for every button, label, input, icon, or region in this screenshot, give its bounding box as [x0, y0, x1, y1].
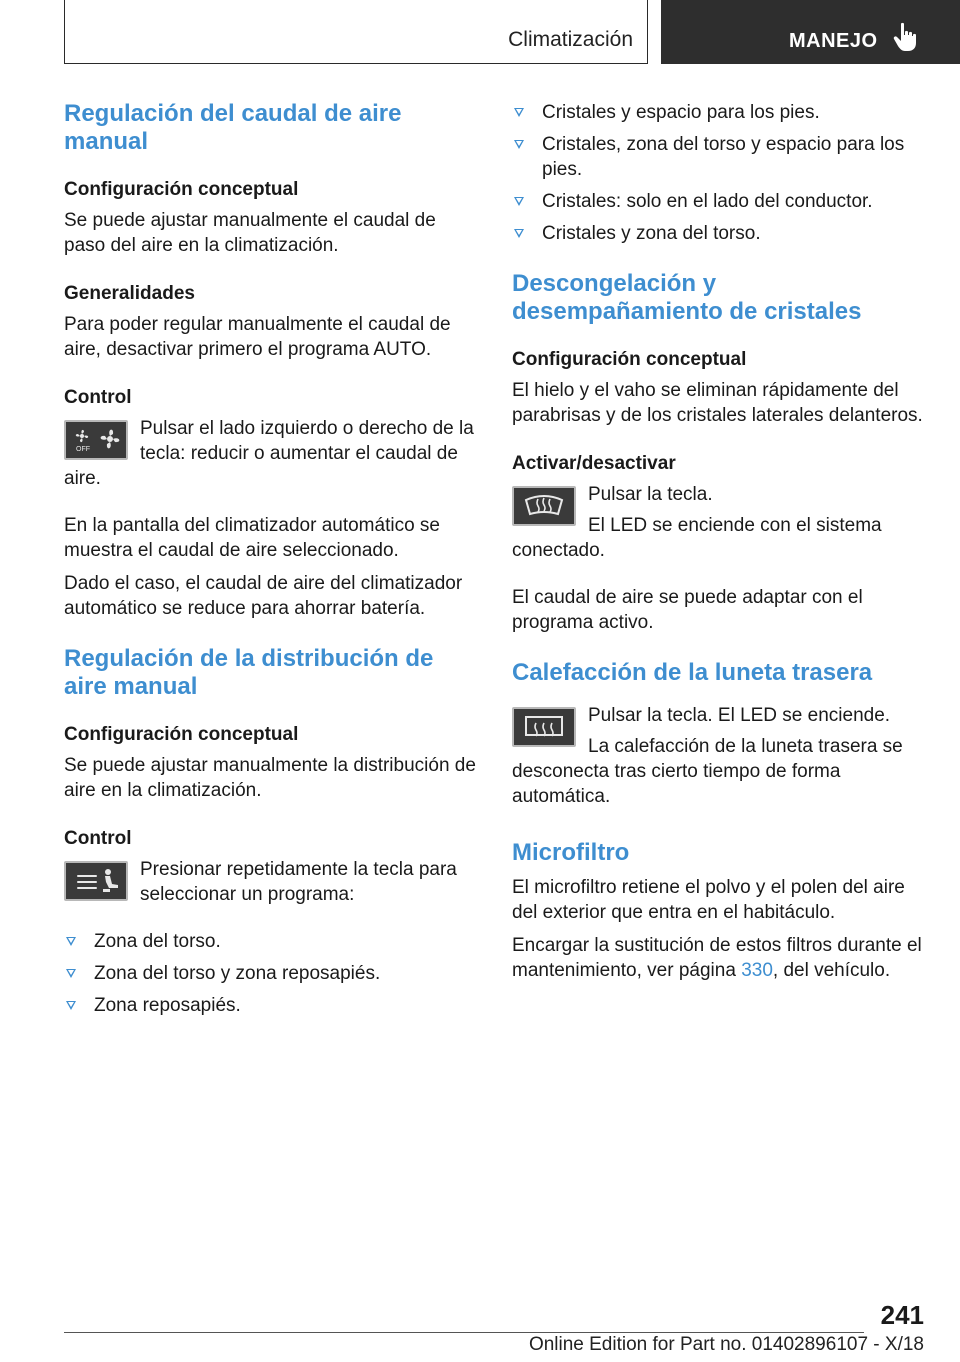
control-airflow-block: [64, 416, 478, 497]
paragraph: Dado el caso, el caudal de aire del climatizador automático se reduce para ahorrar batería.: [64, 573, 463, 619]
section-title-defrost: Descongelación y desempañamiento de cristales: [512, 270, 862, 325]
list-item: Zona reposapiés.: [64, 993, 478, 1018]
section-title: Climatización: [508, 28, 633, 51]
heading-control: Control: [64, 387, 132, 408]
fan-speed-button-image: [64, 420, 128, 460]
edition-note: Online Edition for Part no. 01402896107 - X/18: [528, 1334, 924, 1355]
paragraph: Se puede ajustar manualmente el caudal de paso del aire en la climatización.: [64, 210, 436, 256]
triangle-bullet-icon: [514, 197, 524, 206]
running-header-box: [64, 0, 648, 64]
control-distribution-block: [64, 857, 478, 913]
distribution-list: [64, 929, 478, 1018]
heading-concept: Configuración conceptual: [512, 349, 747, 370]
heading-general: Generalidades: [64, 283, 195, 304]
paragraph: Presionar repetidamente la tecla para seleccionar un programa:: [140, 859, 457, 905]
paragraph: La calefacción de la luneta trasera se desconecta tras cierto tiempo de forma automática.: [512, 736, 903, 807]
paragraph: Se puede ajustar manualmente la distribución de aire en la climatización.: [64, 755, 476, 801]
list-item: Cristales y zona del torso.: [512, 221, 926, 246]
page-link[interactable]: 330: [741, 960, 773, 981]
section-title-airflow: Regulación del caudal de aire manual: [64, 100, 402, 155]
heading-control: Control: [64, 828, 132, 849]
list-item: Zona del torso.: [64, 929, 478, 954]
air-distribution-button-image: [64, 861, 128, 901]
paragraph: El caudal de aire se puede adaptar con el programa activo.: [512, 587, 863, 633]
chapter-tab[interactable]: [661, 0, 960, 64]
paragraph: Pulsar la tecla.: [588, 484, 713, 505]
hand-pointer-icon: [893, 22, 919, 52]
windshield-defrost-button-image: [512, 486, 576, 526]
section-title-rear-window: Calefacción de la luneta trasera: [512, 659, 873, 686]
triangle-bullet-icon: [514, 140, 524, 149]
left-column: [64, 100, 478, 1030]
button-off-label: OFF: [76, 446, 90, 453]
page-number: 241: [880, 1300, 924, 1330]
right-column: [512, 100, 926, 999]
triangle-bullet-icon: [514, 229, 524, 238]
rear-window-heating-button-image: [512, 707, 576, 747]
triangle-bullet-icon: [66, 937, 76, 946]
paragraph: El LED se enciende con el sistema conectado.: [512, 515, 882, 561]
heading-concept: Configuración conceptual: [64, 724, 299, 745]
rear-window-control-block: [512, 703, 926, 815]
chapter-title: MANEJO: [789, 30, 878, 52]
defrost-control-block: [512, 482, 926, 569]
paragraph: Pulsar la tecla. El LED se enciende.: [588, 705, 891, 726]
list-item: Zona del torso y zona reposapiés.: [64, 961, 478, 986]
paragraph: En la pantalla del climatizador automático se muestra el caudal de aire seleccionado.: [64, 515, 440, 561]
paragraph: El hielo y el vaho se eliminan rápidamente del parabrisas y de los cristales laterales delanteros.: [512, 380, 923, 426]
section-title-distribution: Regulación de la distribución de aire manual: [64, 645, 434, 700]
distribution-list-continued: [512, 100, 926, 246]
list-item: Cristales: solo en el lado del conductor.: [512, 189, 926, 214]
triangle-bullet-icon: [514, 108, 524, 117]
list-item: Cristales, zona del torso y espacio para los pies.: [512, 132, 926, 182]
heading-concept: Configuración conceptual: [64, 179, 299, 200]
list-item: Cristales y espacio para los pies.: [512, 100, 926, 125]
triangle-bullet-icon: [66, 1001, 76, 1010]
paragraph-with-link: Encargar la sustitución de estos filtros durante el mantenimiento, ver página 330, del vehículo.: [512, 935, 922, 981]
paragraph: Pulsar el lado izquierdo o derecho de la tecla: reducir o aumentar el caudal de aire.: [64, 418, 474, 489]
triangle-bullet-icon: [66, 969, 76, 978]
heading-toggle: Activar/desactivar: [512, 453, 676, 474]
footer-divider: [64, 1332, 864, 1333]
paragraph: Para poder regular manualmente el caudal de aire, desactivar primero el programa AUTO.: [64, 314, 451, 360]
section-title-microfilter: Microfiltro: [512, 839, 630, 866]
paragraph: El microfiltro retiene el polvo y el polen del aire del exterior que entra en el habitáculo.: [512, 877, 905, 923]
